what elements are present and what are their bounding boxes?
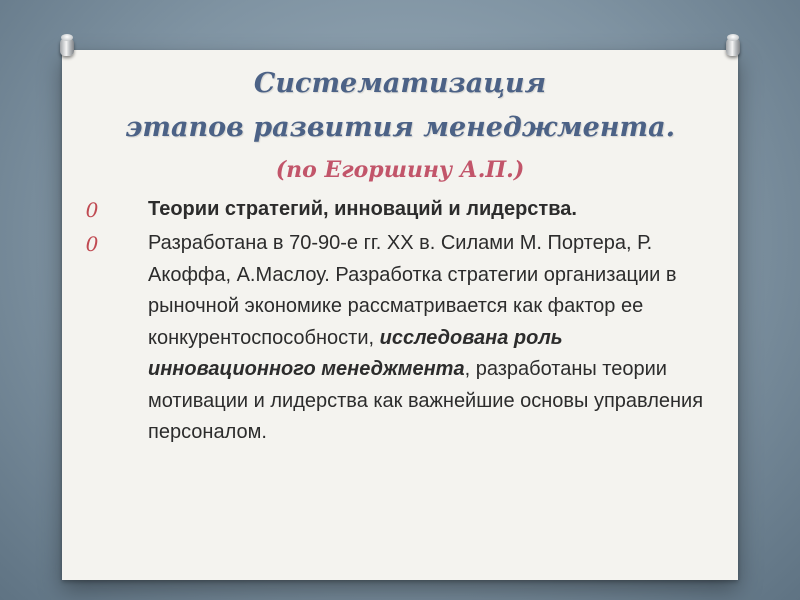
bullet-text-part: Разработана в 70-90-е гг. XX в. Силами М. Портера, Р. Акоффа, А.Маслоу. Разработка стратегии организации в рыночной экономике рассматривается как фактор ее конкурентоспособности, (148, 232, 677, 349)
bullet-emphasis-text: исследована роль инновационного менеджмента (148, 326, 563, 380)
pushpin-icon (60, 38, 74, 56)
slide-title-line-2: этапов развития менеджмента. (124, 112, 676, 143)
bullet-marker-icon: 0 (85, 232, 99, 256)
slide-subtitle: (по Егоршину А.П.) (275, 157, 525, 183)
bullet-item-1: Теории стратегий, инноваций и лидерства. (148, 198, 577, 220)
bullet-marker-icon: 0 (85, 198, 99, 222)
bullet-item-2 (148, 228, 718, 449)
slide-title-line-1: Систематизация (253, 68, 547, 99)
bullet-text-part: , разработаны теории мотивации и лидерства как важнейшие основы управления персоналом. (148, 358, 704, 443)
pushpin-icon (726, 38, 740, 56)
